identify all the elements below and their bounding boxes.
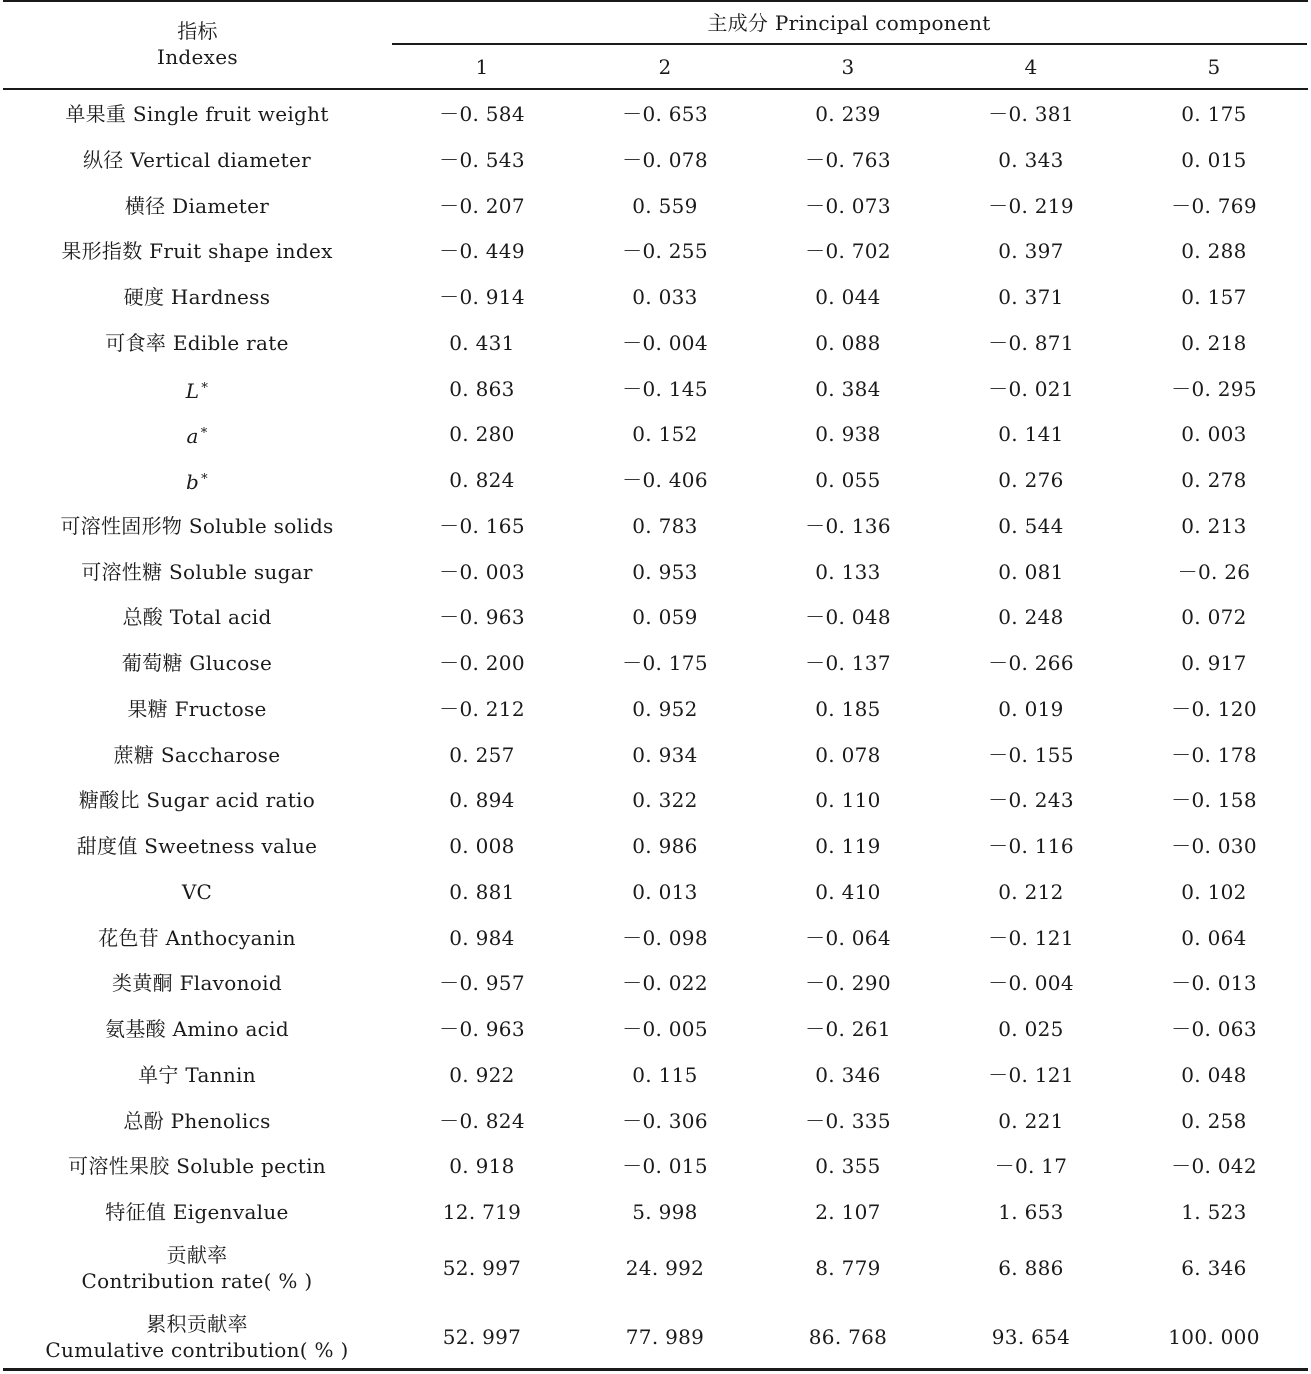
table-cell: 0. 288 [1181,239,1247,264]
table-cell: 0. 953 [632,559,698,584]
header-bottom-rule [3,88,1308,90]
row-label-italic: a [186,424,199,449]
table-cell: 0. 078 [815,742,881,767]
table-cell: 0. 152 [632,422,698,447]
summary-label-en: Cumulative contribution( % ) [45,1338,349,1362]
row-label: 可溶性固形物 Soluble solids [60,513,334,538]
table-cell: －0. 145 [622,376,708,401]
summary-cell: 93. 654 [991,1325,1071,1349]
table-cell: －0. 653 [622,102,708,126]
index-header-zh: 指标 [177,19,218,43]
table-cell: 1. 653 [998,1200,1064,1224]
table-cell: －0. 098 [622,925,708,950]
table-cell: 0. 824 [449,468,515,492]
table-cell: －0. 584 [439,102,525,126]
row-label: 特征值 Eigenvalue [105,1200,289,1224]
table-cell: 0. 984 [449,925,515,950]
table-cell: －0. 335 [805,1108,891,1133]
table-cell: －0. 022 [622,971,708,996]
table-cell: 0. 072 [1181,605,1247,630]
row-label: 单宁 Tannin [138,1062,256,1087]
table-cell: －0. 449 [439,239,525,264]
table-cell: －0. 702 [805,239,891,264]
table-cell: －0. 003 [439,559,525,584]
table-cell: 0. 257 [449,742,515,767]
row-label: 葡萄糖 Glucose [121,651,273,675]
component-header-3: 3 [841,55,855,79]
table-cell: 1. 523 [1181,1200,1247,1224]
table-cell: 0. 276 [998,468,1064,492]
table-cell: －0. 266 [988,651,1074,675]
component-header-2: 2 [658,55,672,79]
table-cell: 0. 048 [1181,1062,1247,1087]
table-cell: －0. 121 [988,925,1074,950]
row-label-italic: L [185,378,200,403]
table-cell: 0. 343 [998,147,1064,172]
summary-label [17,1242,377,1294]
table-cell: 0. 212 [998,879,1064,904]
table-cell: 0. 917 [1181,651,1247,675]
row-label: 横径 Diameter [124,193,270,218]
table-cell: 0. 952 [632,696,698,721]
table-cell: 0. 213 [1181,513,1247,538]
table-cell: －0. 957 [439,971,525,996]
table-cell: －0. 381 [988,102,1074,126]
table-cell: 0. 019 [998,696,1064,721]
table-cell: 0. 355 [815,1154,881,1179]
row-label-italic: b [186,470,200,494]
index-header-en: Indexes [157,45,238,69]
table-cell: 0. 088 [815,330,881,355]
row-label: 蔗糖 Saccharose [113,742,281,767]
table-cell: 0. 055 [815,468,881,492]
table-cell: －0. 120 [1171,696,1257,721]
table-cell: －0. 136 [805,513,891,538]
table-cell: －0. 175 [622,651,708,675]
table-cell: 5. 998 [632,1200,698,1224]
row-label: 单果重 Single fruit weight [65,102,329,126]
table-cell: 0. 221 [998,1108,1064,1133]
table-cell: －0. 769 [1171,193,1257,218]
table-cell: 0. 938 [815,422,881,447]
group-header-rule [392,43,1307,45]
top-rule [3,0,1308,2]
table-cell: －0. 219 [988,193,1074,218]
summary-label-zh: 累积贡献率 [146,1312,248,1336]
row-label: 糖酸比 Sugar acid ratio [78,788,316,813]
row-label: VC [181,879,213,904]
row-label: 甜度值 Sweetness value [76,834,318,858]
row-label: 可溶性果胶 Soluble pectin [68,1154,326,1179]
summary-cell: 100. 000 [1168,1325,1260,1349]
table-cell: 0. 431 [449,330,515,355]
principal-component-header: 主成分 Principal component [707,11,991,35]
row-label-superscript: * [201,380,209,396]
table-cell: －0. 871 [988,330,1074,355]
table-cell: －0. 063 [1171,1017,1257,1041]
table-cell: －0. 290 [805,971,891,996]
summary-cell: 24. 992 [625,1256,705,1280]
table-cell: 0. 102 [1181,879,1247,904]
table-cell: 0. 559 [632,193,698,218]
table-cell: 0. 783 [632,513,698,538]
component-header-1: 1 [475,55,489,79]
table-cell: 0. 322 [632,788,698,813]
table-cell: 12. 719 [442,1200,522,1224]
table-cell: 0. 033 [632,285,698,309]
table-cell: －0. 200 [439,651,525,675]
row-label-superscript: * [201,472,208,487]
table-cell: 0. 218 [1181,330,1247,355]
table-cell: －0. 013 [1171,971,1257,996]
table-cell: －0. 306 [622,1108,708,1133]
table-cell: 0. 346 [815,1062,881,1087]
table-cell: 0. 922 [449,1062,515,1087]
summary-cell: 8. 779 [815,1256,881,1280]
summary-cell: 52. 997 [442,1325,522,1349]
table-cell: 0. 918 [449,1154,515,1179]
table-cell: 0. 863 [449,376,515,401]
table-cell: －0. 064 [805,925,891,950]
summary-cell: 6. 886 [998,1256,1064,1280]
table-cell: 0. 013 [632,879,698,904]
table-cell: －0. 078 [622,147,708,172]
table-cell: 0. 410 [815,879,881,904]
table-cell: －0. 021 [988,376,1074,401]
table-cell: －0. 178 [1171,742,1257,767]
table-cell: 0. 059 [632,605,698,630]
table-cell: －0. 17 [994,1154,1068,1179]
summary-cell: 86. 768 [808,1325,888,1349]
row-label: 纵径 Vertical diameter [82,147,312,172]
table-cell: 0. 258 [1181,1108,1247,1133]
component-header-5: 5 [1207,55,1221,79]
table-cell: －0. 243 [988,788,1074,813]
table-cell: －0. 137 [805,651,891,675]
table-cell: －0. 048 [805,605,891,630]
table-cell: 0. 008 [449,834,515,858]
table-cell: 0. 119 [815,834,881,858]
summary-cell: 52. 997 [442,1256,522,1280]
row-label: 总酸 Total acid [122,605,272,630]
table-cell: 0. 175 [1181,102,1247,126]
table-cell: －0. 073 [805,193,891,218]
table-cell: －0. 824 [439,1108,525,1133]
table-cell: 0. 278 [1181,468,1247,492]
row-label: 硬度 Hardness [123,285,271,309]
table-cell: －0. 963 [439,605,525,630]
table-cell: －0. 914 [439,285,525,309]
table-cell: 0. 115 [632,1062,698,1087]
table-cell: 0. 397 [998,239,1064,264]
table-cell: 0. 064 [1181,925,1247,950]
table-cell: 0. 371 [998,285,1064,309]
table-cell: －0. 963 [439,1017,525,1041]
table-cell: －0. 165 [439,513,525,538]
table-cell: －0. 212 [439,696,525,721]
table-cell: 0. 544 [998,513,1064,538]
row-label [17,378,377,402]
row-label: 类黄酮 Flavonoid [112,971,282,996]
summary-label [17,1311,377,1363]
summary-label-en: Contribution rate( % ) [81,1269,313,1293]
table-cell: 0. 894 [449,788,515,813]
summary-cell: 77. 989 [625,1325,705,1349]
table-cell: －0. 005 [622,1017,708,1041]
row-label: 可溶性糖 Soluble sugar [81,559,313,584]
bottom-rule [3,1368,1308,1371]
table-cell: 0. 280 [449,422,515,447]
table-cell: －0. 406 [622,468,708,492]
table-cell: －0. 116 [988,834,1074,858]
table-cell: 0. 025 [998,1017,1064,1041]
table-cell: 0. 239 [815,102,881,126]
table-cell: －0. 295 [1171,376,1257,401]
table-cell: 0. 110 [815,788,881,813]
row-label: 果形指数 Fruit shape index [61,239,333,264]
row-label: 花色苷 Anthocyanin [98,925,296,950]
row-label: 总酚 Phenolics [123,1108,271,1133]
table-cell: －0. 261 [805,1017,891,1041]
table-cell: －0. 004 [622,330,708,355]
table-cell: 0. 986 [632,834,698,858]
table-cell: 2. 107 [815,1200,881,1224]
summary-cell: 6. 346 [1181,1256,1247,1280]
table-cell: 0. 141 [998,422,1064,447]
table-cell: －0. 158 [1171,788,1257,813]
table-cell: －0. 030 [1171,834,1257,858]
table-cell: 0. 157 [1181,285,1247,309]
table-cell: 0. 881 [449,879,515,904]
table-cell: －0. 015 [622,1154,708,1179]
table-cell: －0. 042 [1171,1154,1257,1179]
table-cell: －0. 543 [439,147,525,172]
table-cell: 0. 185 [815,696,881,721]
row-label-superscript: * [200,426,208,442]
row-label: 可食率 Edible rate [105,330,289,355]
table-cell: 0. 934 [632,742,698,767]
table-cell: 0. 384 [815,376,881,401]
row-label [17,423,377,447]
table-cell: －0. 207 [439,193,525,218]
component-header-4: 4 [1024,55,1038,79]
table-cell: －0. 155 [988,742,1074,767]
table-cell: －0. 763 [805,147,891,172]
table-cell: －0. 121 [988,1062,1074,1087]
table-cell: －0. 255 [622,239,708,264]
table-cell: 0. 044 [815,285,881,309]
summary-label-zh: 贡献率 [166,1243,228,1267]
table-cell: 0. 015 [1181,147,1247,172]
row-label [17,469,377,493]
table-cell: －0. 004 [988,971,1074,996]
index-header [60,18,335,70]
table-cell: 0. 003 [1181,422,1247,447]
table-cell: －0. 26 [1177,559,1251,584]
table-cell: 0. 081 [998,559,1064,584]
table-cell: 0. 248 [998,605,1064,630]
table-cell: 0. 133 [815,559,881,584]
row-label: 果糖 Fructose [127,696,267,721]
row-label: 氨基酸 Amino acid [105,1017,289,1041]
